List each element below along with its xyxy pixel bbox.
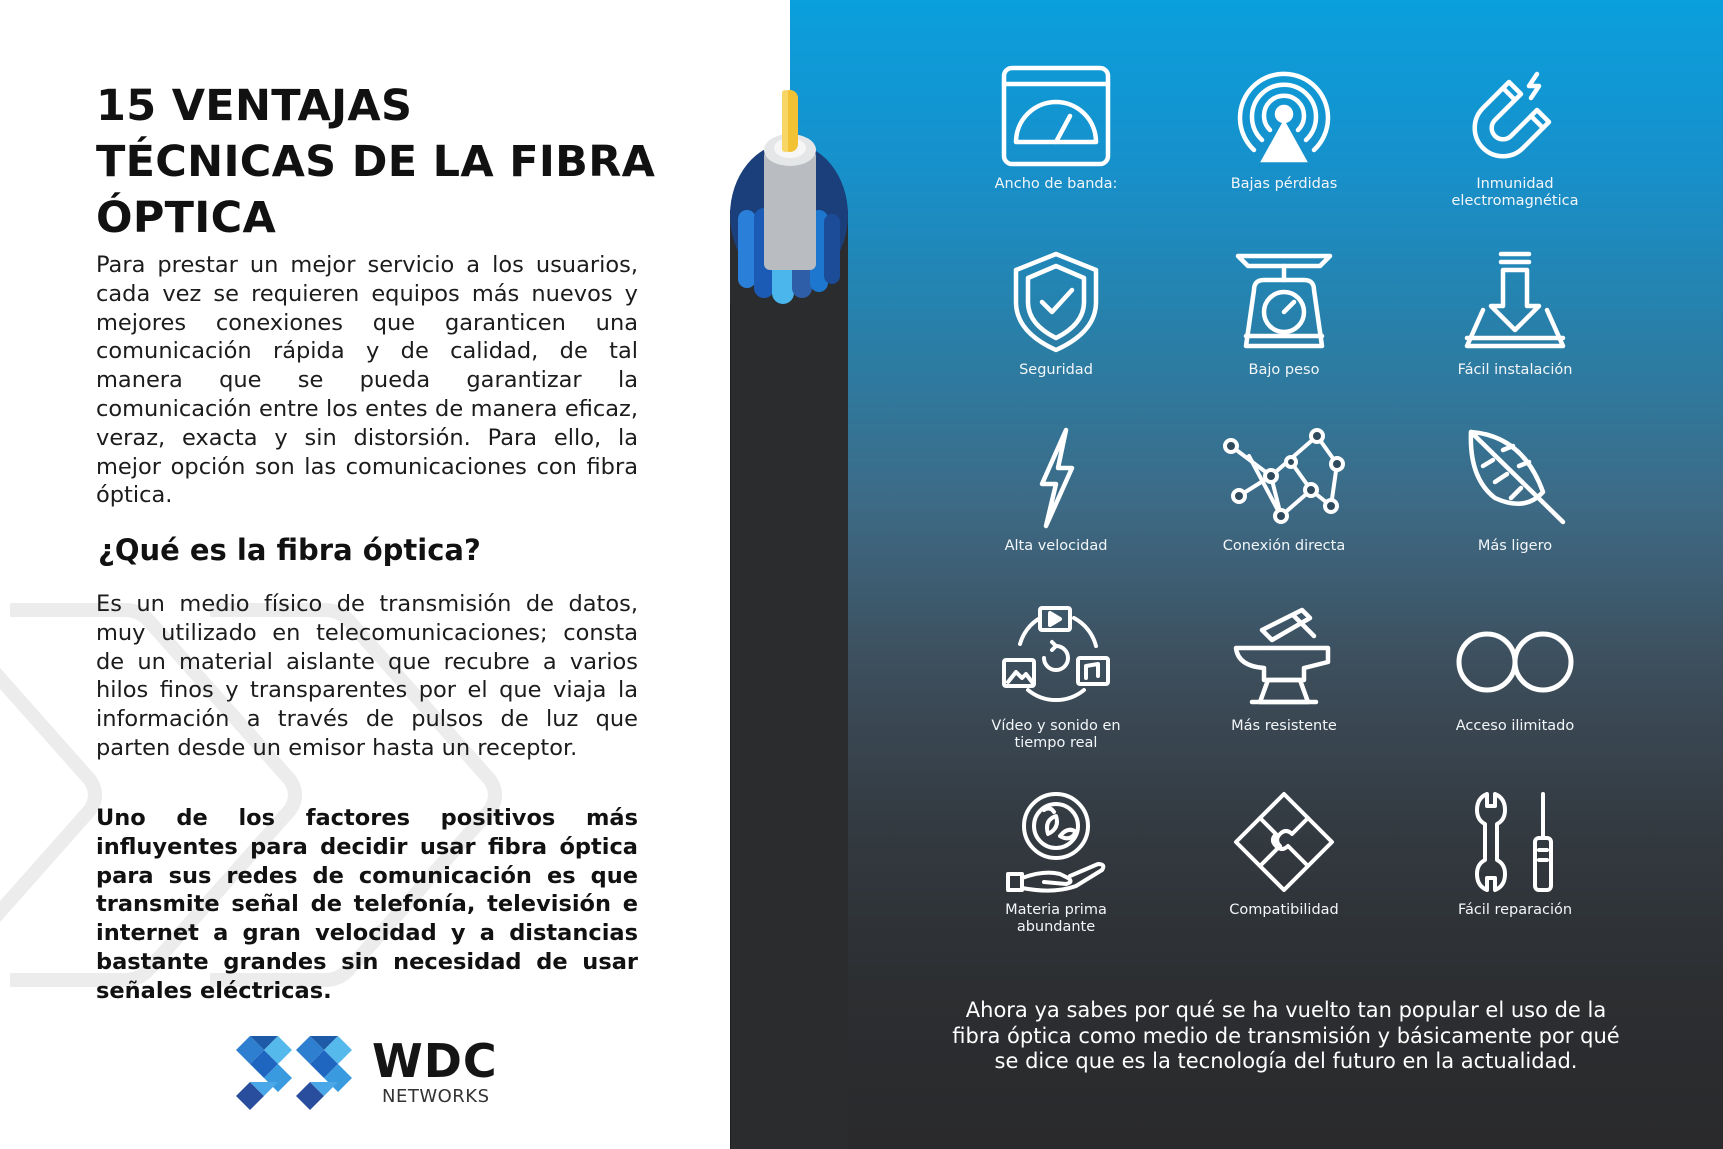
advantage-seguridad: [956, 250, 1156, 379]
advantage-label: Ancho de banda:: [994, 176, 1118, 192]
advantage-conexion-directa: [1184, 426, 1384, 555]
closing-paragraph: Ahora ya sabes por qué se ha vuelto tan popular el uso de la fibra óptica como medio de transmisión y básicamente por qué se dice que es la tecnología del futuro en la actualidad.: [952, 998, 1620, 1073]
advantage-label: Bajo peso: [1248, 362, 1320, 378]
advantage-label: Más ligero: [1477, 538, 1553, 554]
tools-icon: [1463, 790, 1567, 894]
advantage-label: Compatibilidad: [1229, 902, 1339, 918]
advantage-label: Seguridad: [1019, 362, 1093, 378]
puzzle-icon: [1232, 790, 1336, 894]
advantage-label: Conexión directa: [1222, 538, 1346, 554]
scale-icon: [1232, 250, 1336, 354]
left-panel: [0, 0, 790, 1149]
advantage-inmunidad: [1415, 64, 1615, 210]
section-heading: ¿Qué es la fibra óptica?: [98, 533, 481, 567]
signal-icon: [1232, 64, 1336, 168]
advantage-mas-resistente: [1184, 606, 1384, 735]
advantage-mas-ligero: [1415, 426, 1615, 555]
highlight-paragraph: Uno de los factores positivos más influyentes para decidir usar fibra óptica para sus redes de comunicación es que transmite señal de telefonía, televisión e internet a gran velocidad y a distancias bastante grandes sin necesidad de usar señales eléctricas.: [96, 805, 638, 1004]
advantage-label: Acceso ilimitado: [1455, 718, 1575, 734]
advantage-alta-velocidad: [956, 426, 1156, 555]
hand-resource-icon: [1004, 790, 1108, 894]
cable-jacket: [730, 250, 848, 1149]
media-cycle-icon: [1000, 606, 1112, 710]
advantage-video-sonido: [956, 606, 1156, 752]
advantage-bajas-perdidas: [1184, 64, 1384, 193]
shield-check-icon: [1004, 250, 1108, 354]
advantage-label: Vídeo y sonido en tiempo real: [991, 718, 1121, 751]
wdc-logo-icon: [236, 1036, 356, 1110]
advantage-label: Más resistente: [1231, 718, 1337, 734]
advantage-facil-instalacion: [1415, 250, 1615, 379]
logo-subtitle: NETWORKS: [382, 1086, 490, 1107]
infinity-icon: [1453, 606, 1577, 710]
advantage-label: Fácil instalación: [1457, 362, 1573, 378]
page-title: 15 VENTAJAS TÉCNICAS DE LA FIBRA ÓPTICA: [96, 81, 656, 243]
advantage-facil-reparacion: [1415, 790, 1615, 919]
advantage-bajo-peso: [1184, 250, 1384, 379]
feather-icon: [1463, 426, 1567, 530]
magnet-icon: [1463, 64, 1567, 168]
advantage-materia-prima: [956, 790, 1156, 936]
advantage-label: Fácil reparación: [1457, 902, 1573, 918]
advantage-label: Alta velocidad: [1004, 538, 1108, 554]
advantage-compatibilidad: [1184, 790, 1384, 919]
speedometer-icon: [1000, 64, 1112, 168]
network-nodes-icon: [1219, 426, 1349, 530]
anvil-icon: [1232, 606, 1336, 710]
install-arrow-icon: [1463, 250, 1567, 354]
advantage-label: Materia prima abundante: [1005, 902, 1107, 935]
intro-paragraph: Para prestar un mejor servicio a los usuarios, cada vez se requieren equipos más nuevos y mejores conexiones que garanticen una comunicación rápida y de calidad, de tal manera que se pueda garantizar la comunicación entre los entes de manera eficaz, veraz, exacta y sin distorsión. Para ello, la mejor opción son las comunicaciones con fibra óptica.: [96, 252, 638, 509]
definition-paragraph: Es un medio físico de transmisión de datos, muy utilizado en telecomunicaciones; consta de un material aislante que recubre a varios hilos finos y transparentes por el que viaja la información a través de pulsos de luz que parten desde un emisor hasta un receptor.: [96, 591, 638, 761]
advantage-label: Inmunidad electromagnética: [1451, 176, 1579, 209]
advantage-label: Bajas pérdidas: [1230, 176, 1338, 192]
logo-brand: WDC: [372, 1034, 498, 1088]
fiber-cable-icon: [720, 90, 860, 310]
advantage-ancho-de-banda: [956, 64, 1156, 193]
advantage-acceso-ilimitado: [1415, 606, 1615, 735]
lightning-icon: [1004, 426, 1108, 530]
